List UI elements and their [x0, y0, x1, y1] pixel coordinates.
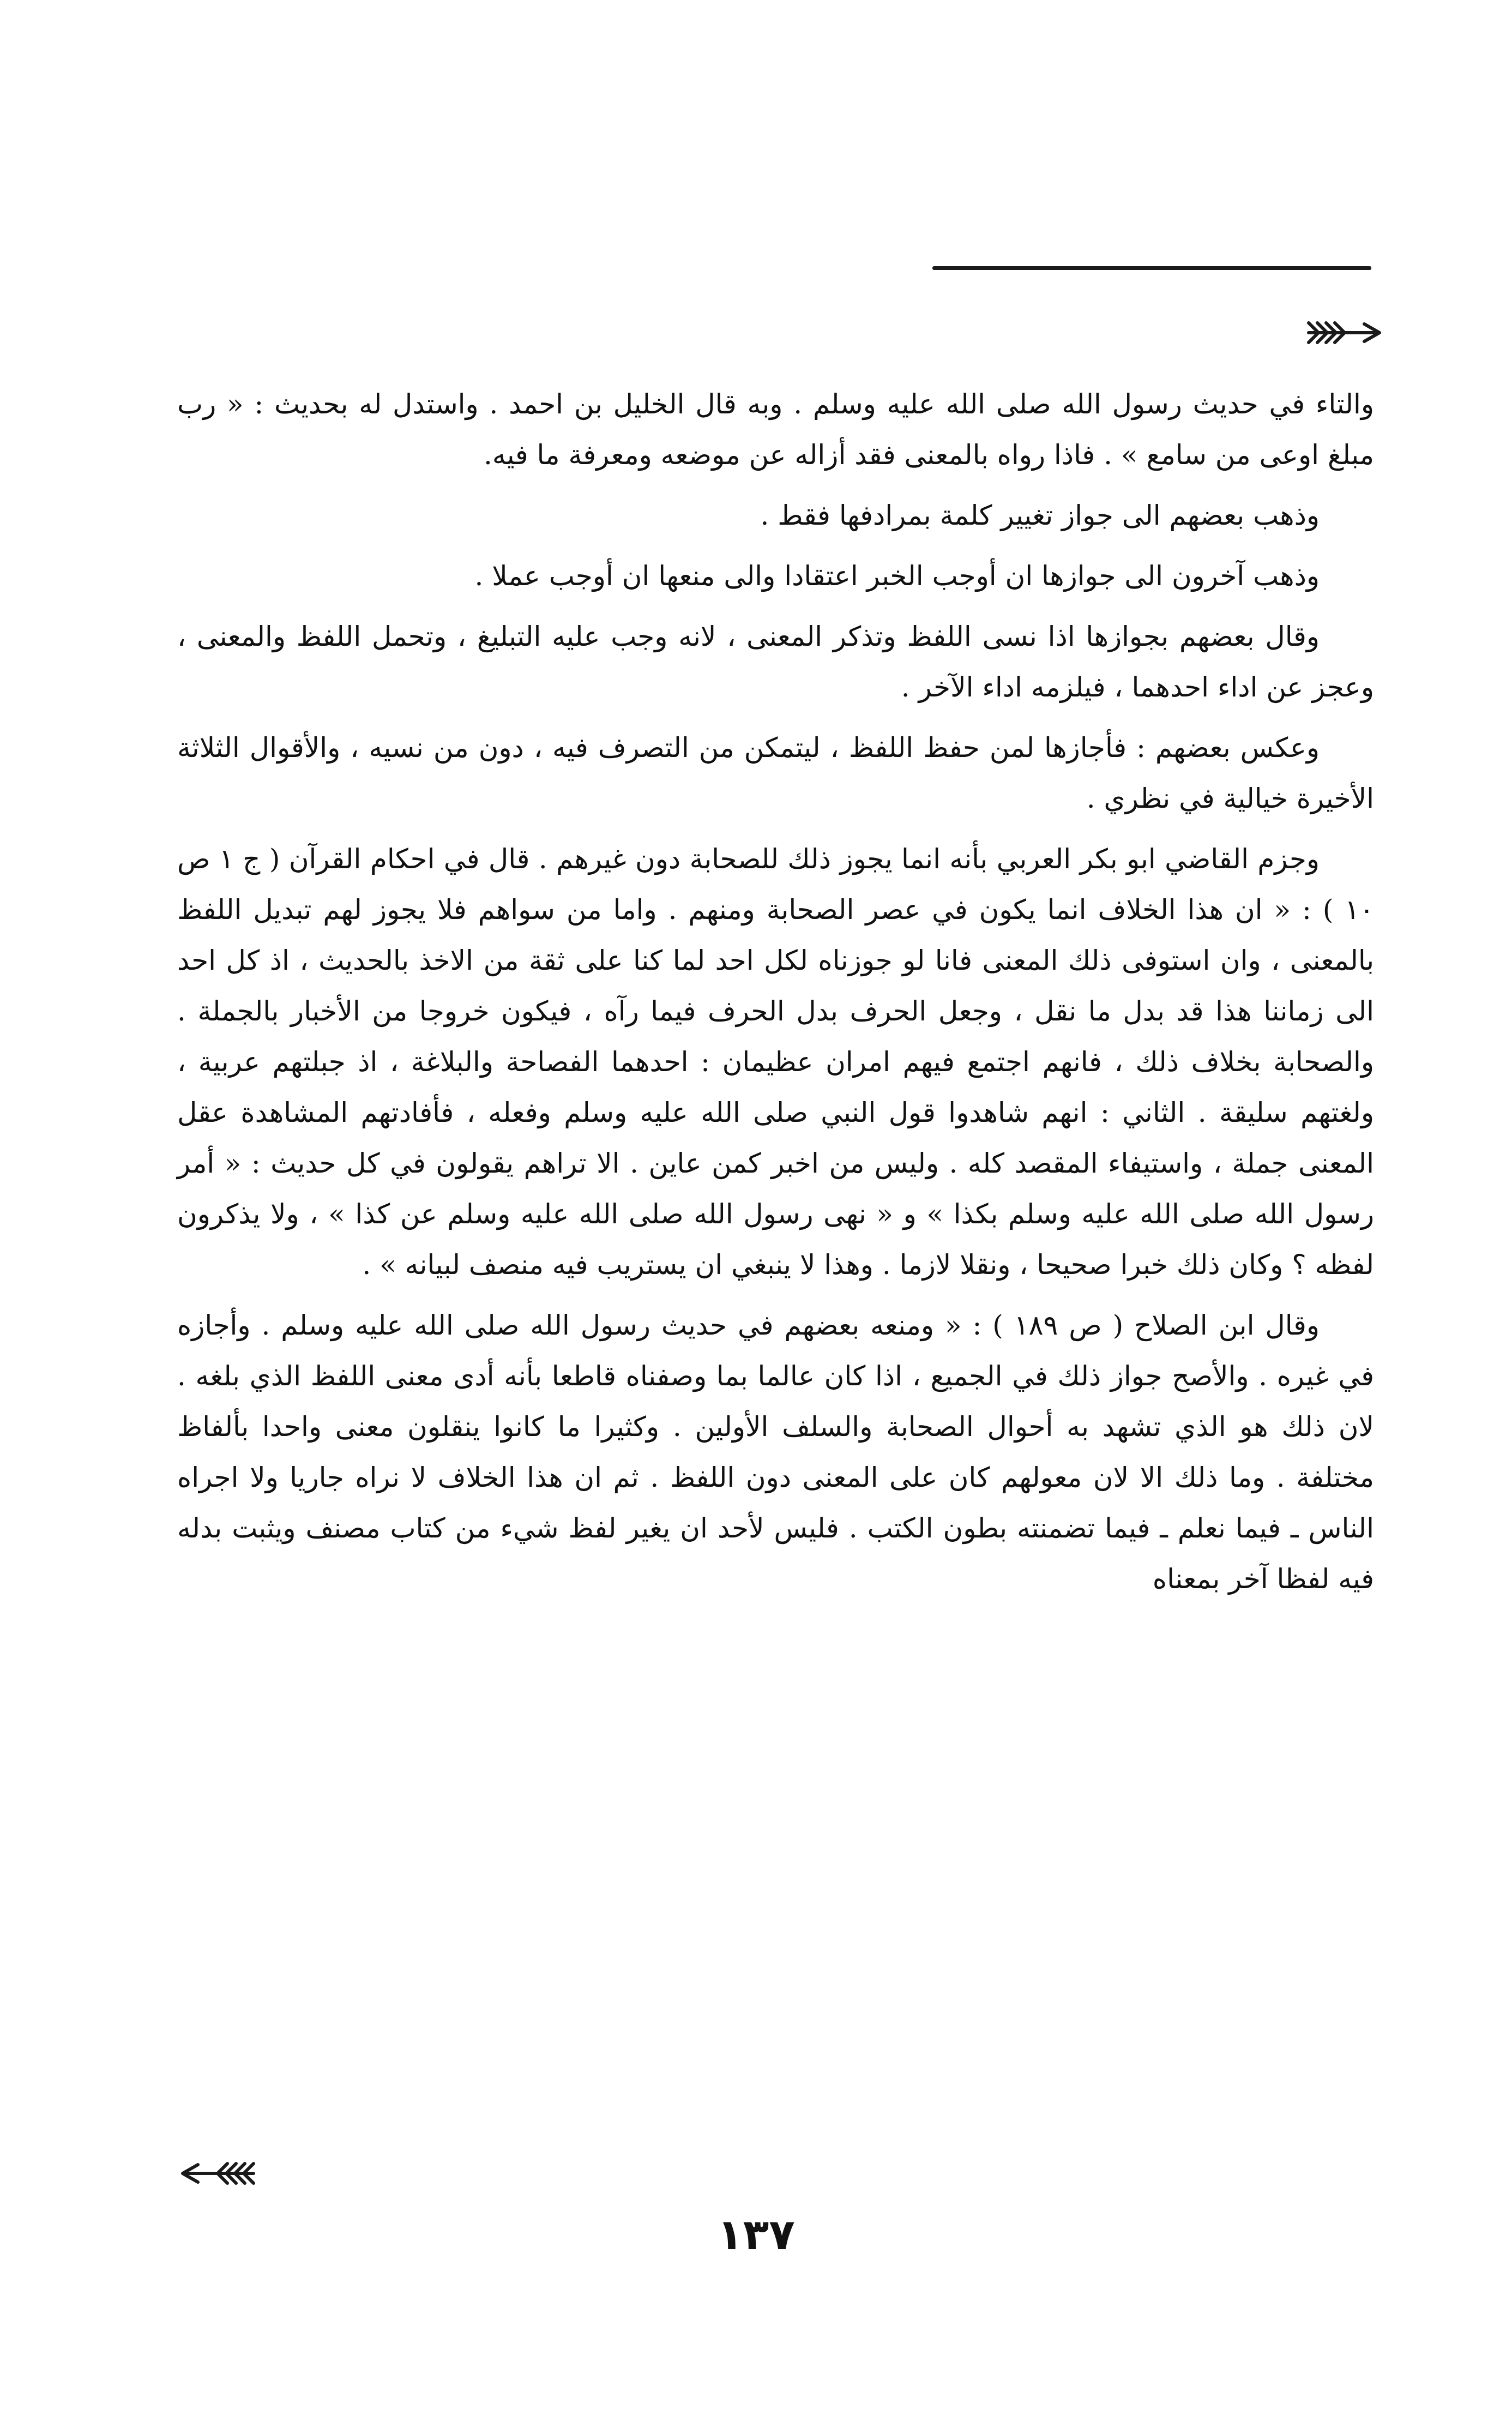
arrow-right-icon	[1303, 316, 1385, 349]
paragraph-3: وذهب آخرون الى جوازها ان أوجب الخبر اعتقادا والى منعها ان أوجب عملا .	[474, 560, 1320, 592]
arrow-left-icon	[177, 2157, 259, 2190]
paragraph-5: وعكس بعضهم : فأجازها لمن حفظ اللفظ ، ليتمكن من التصرف فيه ، دون من نسيه ، والأقوال الثلاثة الأخيرة خيالية في نظري .	[177, 732, 1374, 814]
paragraph-1: والتاء في حديث رسول الله صلى الله عليه وسلم . وبه قال الخليل بن احمد . واستدل له بحديث : « رب مبلغ اوعى من سامع » . فاذا رواه بالمعنى فقد أزاله عن موضعه ومعرفة ما فيه.	[177, 388, 1374, 471]
paragraph-4: وقال بعضهم بجوازها اذا نسى اللفظ وتذكر المعنى ، لانه وجب عليه التبليغ ، وتحمل اللفظ والمعنى ، وعجز عن اداء احدهما ، فيلزمه اداء الآخر .	[177, 621, 1374, 703]
paragraph-2: وذهب بعضهم الى جواز تغيير كلمة بمرادفها فقط .	[760, 500, 1320, 531]
body-text	[177, 379, 1374, 1614]
paragraph-7: وقال ابن الصلاح ( ص ١٨٩ ) : « ومنعه بعضهم في حديث رسول الله صلى الله عليه وسلم . وأجازه في غيره . والأصح جواز ذلك في الجميع ، اذا كان عالما بما وصفناه قاطعا بأنه أدى معنى اللفظ الذي بلغه . لان ذلك هو الذي تشهد به أحوال الصحابة والسلف الأولين . وكثيرا ما كانوا ينقلون معنى واحدا بألفاظ مختلفة . وما ذلك الا لان معولهم كان على المعنى دون اللفظ . ثم ان هذا الخلاف لا نراه جاريا ولا اجراه الناس ـ فيما نعلم ـ فيما تضمنته بطون الكتب . فليس لأحد ان يغير لفظ شيء من كتاب مصنف ويثبت بدله فيه لفظا آخر بمعناه	[177, 1309, 1374, 1595]
paragraph-6: وجزم القاضي ابو بكر العربي بأنه انما يجوز ذلك للصحابة دون غيرهم . قال في احكام القرآن ( ج ١ ص ١٠ ) : « ان هذا الخلاف انما يكون في عصر الصحابة ومنهم . واما من سواهم فلا يجوز لهم تبديل اللفظ بالمعنى ، وان استوفى ذلك المعنى فانا لو جوزناه لكل احد لما كنا على ثقة من الاخذ بالحديث ، اذ كل احد الى زماننا هذا قد بدل ما نقل ، وجعل الحرف بدل الحرف فيما رآه ، فيكون خروجا من الأخبار بالجملة . والصحابة بخلاف ذلك ، فانهم اجتمع فيهم امران عظيمان : احدهما الفصاحة والبلاغة ، اذ جبلتهم عربية ، ولغتهم سليقة . الثاني : انهم شاهدوا قول النبي صلى الله عليه وسلم وفعله ، فأفادتهم المشاهدة عقل المعنى جملة ، واستيفاء المقصد كله . وليس من اخبر كمن عاين . الا تراهم يقولون في كل حديث : « أمر رسول الله صلى الله عليه وسلم بكذا » و « نهى رسول الله صلى الله عليه وسلم عن كذا » ، ولا يذكرون لفظه ؟ وكان ذلك خبرا صحيحا ، ونقلا لازما . وهذا لا ينبغي ان يستريب فيه منصف لبيانه » .	[177, 843, 1374, 1281]
page-number: ١٣٧	[717, 2210, 795, 2260]
top-divider	[932, 266, 1371, 270]
